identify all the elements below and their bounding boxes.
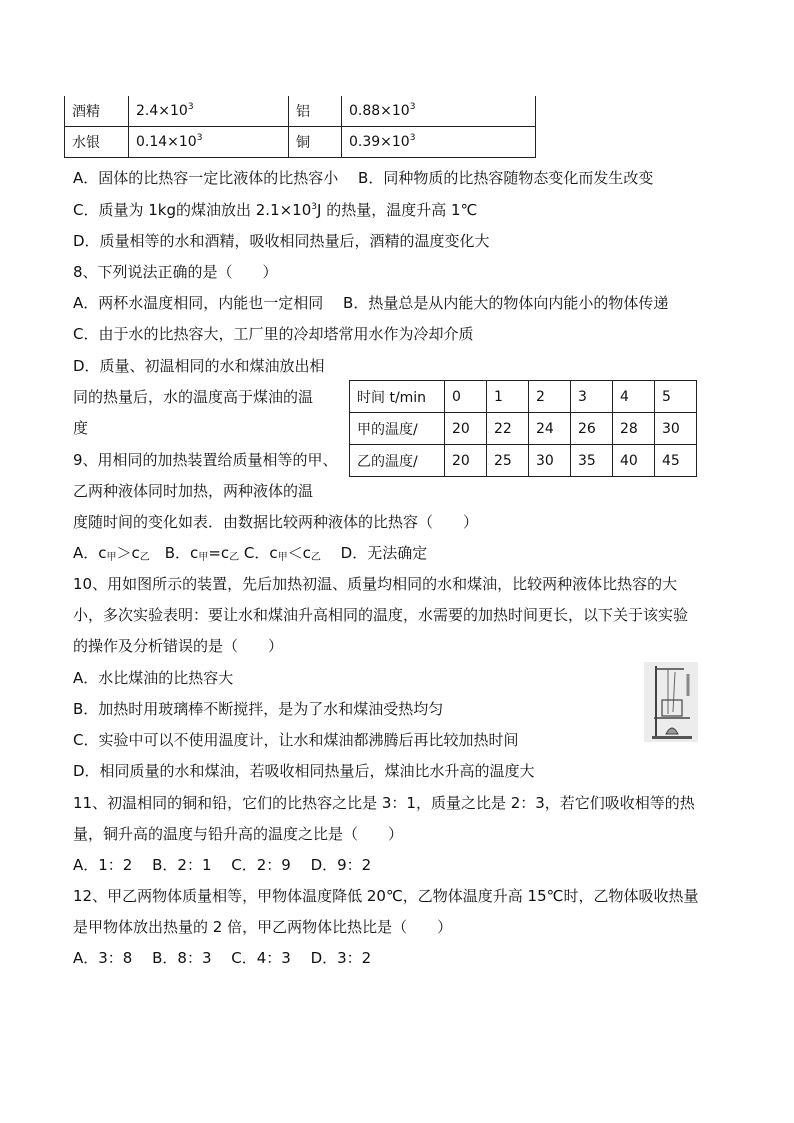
q8-option-d-line3: 度	[73, 419, 89, 437]
q7-option-c: C．质量为 1kg的煤油放出 $2.1\times 10^3J$ 的热量，温度升高 1℃	[73, 201, 478, 219]
q10-option-d: D．相同质量的水和煤油，若吸收相同热量后，煤油比水升高的温度大	[73, 762, 535, 780]
table-row	[350, 413, 697, 445]
table-cell: 3	[571, 381, 613, 413]
table-cell: 22	[487, 413, 529, 445]
specific-heat-value: $0.14\times 10^3$	[129, 127, 289, 158]
table-cell: 25	[487, 445, 529, 477]
substance-name: 水银	[65, 127, 129, 158]
table-cell: 20	[445, 445, 487, 477]
q7-options-ab: A．固体的比热容一定比液体的比热容小 B．同种物质的比热容随物态变化而发生改变	[73, 169, 654, 187]
q10-stem-line3: 的操作及分析错误的是（ ）	[73, 637, 284, 655]
q8-stem: 8、下列说法正确的是（ ）	[73, 263, 278, 281]
heating-apparatus-figure	[644, 662, 698, 742]
table-cell: 24	[529, 413, 571, 445]
q10-option-a: A．水比煤油的比热容大	[73, 669, 234, 687]
table-cell: 28	[613, 413, 655, 445]
specific-heat-value: $2.4\times 10^3$	[129, 96, 289, 127]
substance-name: 铜	[289, 127, 342, 158]
table-row	[350, 381, 697, 413]
table-cell: 2	[529, 381, 571, 413]
q8-option-d-line2: 同的热量后，水的温度高于煤油的温	[73, 388, 314, 406]
q9-stem-line2: 乙两种液体同时加热，两种液体的温	[73, 482, 314, 500]
substance-name: 铝	[289, 96, 342, 127]
table-cell: 20	[445, 413, 487, 445]
q8-options-ab: A．两杯水温度相同，内能也一定相同 B．热量总是从内能大的物体向内能小的物体传递	[73, 294, 669, 312]
row-header: 时间 t/min	[350, 381, 445, 413]
table-cell: 35	[571, 445, 613, 477]
q11-options: A．1：2 B．2：1 C．2：9 D．9：2	[73, 856, 372, 874]
table-cell: 0	[445, 381, 487, 413]
q9-options: A．$c_甲>c_乙$ B．$c_甲=c_乙$ C．$c_甲<c_乙$ D．无法确定	[73, 544, 428, 563]
specific-heat-value: $0.88\times 10^3$	[342, 96, 536, 127]
q12-stem-line2: 是甲物体放出热量的 2 倍，甲乙两物体比热比是（ ）	[73, 918, 453, 936]
table-cell: 26	[571, 413, 613, 445]
table-cell: 45	[655, 445, 697, 477]
q7-option-d: D．质量相等的水和酒精，吸收相同热量后，酒精的温度变化大	[73, 232, 490, 250]
q9-stem-line3: 度随时间的变化如表．由数据比较两种液体的比热容（ ）	[73, 513, 479, 531]
specific-heat-table	[64, 96, 536, 158]
q11-stem-line1: 11、初温相同的铜和铅，它们的比热容之比是 3：1，质量之比是 2：3，若它们吸收相等的热	[73, 794, 695, 812]
specific-heat-value: $0.39\times 10^3$	[342, 127, 536, 158]
q10-option-c: C．实验中可以不使用温度计，让水和煤油都沸腾后再比较加热时间	[73, 731, 519, 749]
q10-option-b: B．加热时用玻璃棒不断搅拌，是为了水和煤油受热均匀	[73, 700, 444, 718]
table-row	[65, 96, 536, 127]
temperature-table	[349, 380, 697, 477]
q11-stem-line2: 量，铜升高的温度与铅升高的温度之比是（ ）	[73, 825, 404, 843]
row-header: 乙的温度/	[350, 445, 445, 477]
table-row	[65, 127, 536, 158]
table-cell: 1	[487, 381, 529, 413]
table-cell: 5	[655, 381, 697, 413]
table-cell: 4	[613, 381, 655, 413]
q8-option-d-line1: D．质量、初温相同的水和煤油放出相	[73, 357, 325, 375]
table-cell: 40	[613, 445, 655, 477]
table-cell: 30	[529, 445, 571, 477]
table-cell: 30	[655, 413, 697, 445]
row-header: 甲的温度/	[350, 413, 445, 445]
q10-stem-line2: 小，多次实验表明：要让水和煤油升高相同的温度，水需要的加热时间更长，以下关于该实验	[73, 606, 689, 624]
q12-options: A．3：8 B．8：3 C．4：3 D．3：2	[73, 949, 372, 967]
q10-stem-line1: 10、用如图所示的装置，先后加热初温、质量均相同的水和煤油，比较两种液体比热容的大	[73, 575, 678, 593]
substance-name: 酒精	[65, 96, 129, 127]
q8-option-c: C．由于水的比热容大，工厂里的冷却塔常用水作为冷却介质	[73, 325, 474, 343]
q9-stem-line1: 9、用相同的加热装置给质量相等的甲、	[73, 451, 338, 469]
table-row	[350, 445, 697, 477]
q12-stem-line1: 12、甲乙两物体质量相等，甲物体温度降低 20℃，乙物体温度升高 15℃时，乙物体吸收热量	[73, 887, 699, 905]
